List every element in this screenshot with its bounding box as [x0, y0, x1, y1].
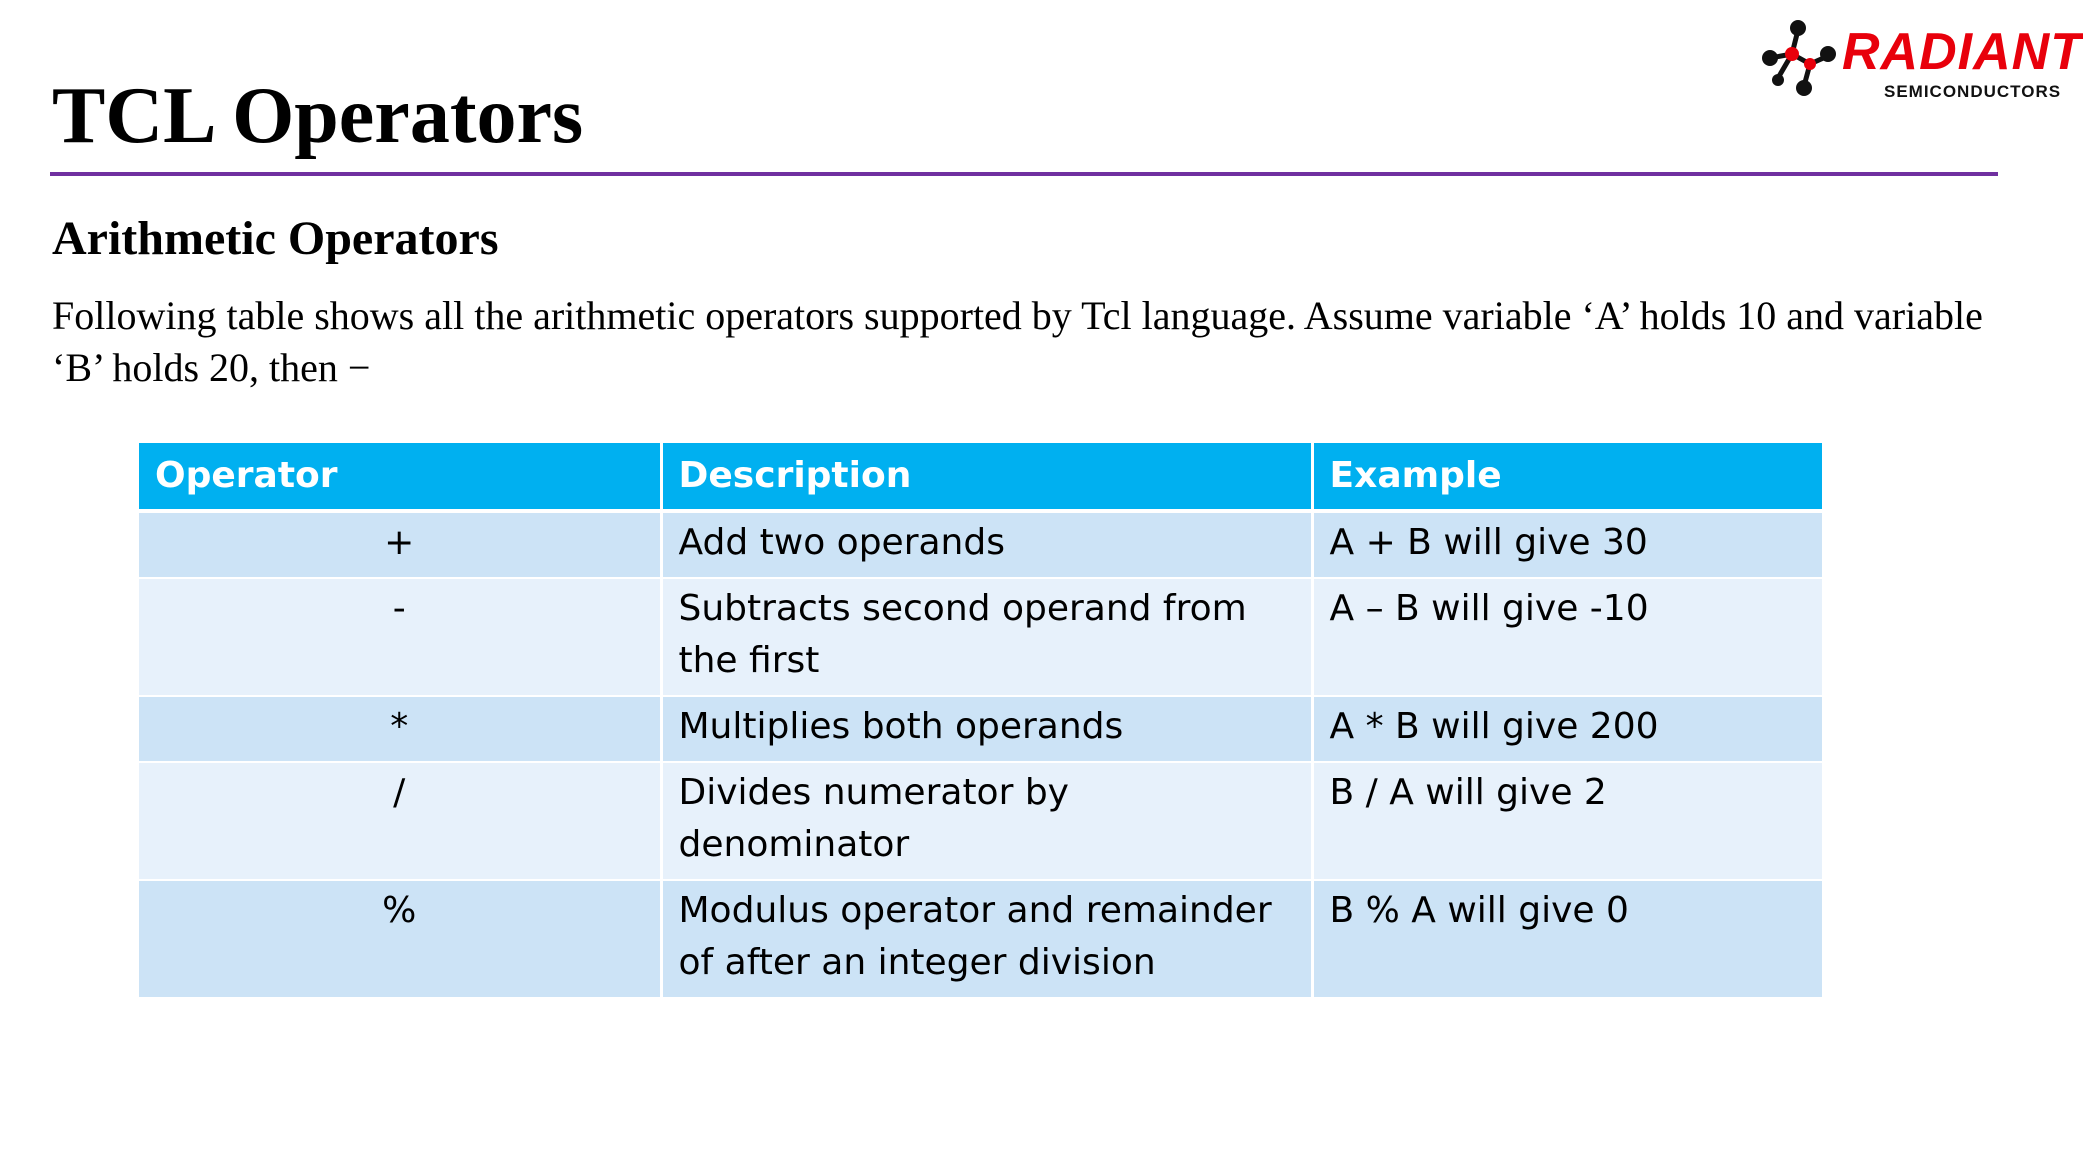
example-cell: A + B will give 30	[1312, 511, 1822, 578]
table-row	[139, 511, 1822, 578]
logo-wordmark: RADIANT	[1842, 23, 2083, 81]
title-divider	[50, 172, 1998, 176]
example-cell: A – B will give -10	[1312, 578, 1822, 696]
table-header-row	[139, 443, 1822, 511]
column-header-example: Example	[1312, 443, 1822, 511]
operator-cell: +	[139, 511, 661, 578]
description-cell: Modulus operator and remainder of after an integer division	[661, 880, 1312, 997]
column-header-description: Description	[661, 443, 1312, 511]
company-logo	[1758, 18, 2083, 114]
example-cell: A * B will give 200	[1312, 696, 1822, 762]
operator-cell: %	[139, 880, 661, 997]
intro-paragraph: Following table shows all the arithmetic operators supported by Tcl language. Assume variable ‘A’ holds 10 and variable ‘B’ holds 20, then −	[52, 293, 1983, 390]
section-heading: Arithmetic Operators	[52, 212, 499, 265]
operator-cell: /	[139, 762, 661, 880]
description-cell: Add two operands	[661, 511, 1312, 578]
molecule-icon	[1758, 18, 1844, 98]
column-header-operator: Operator	[139, 443, 661, 511]
description-cell: Divides numerator by denominator	[661, 762, 1312, 880]
example-cell: B % A will give 0	[1312, 880, 1822, 997]
example-cell: B / A will give 2	[1312, 762, 1822, 880]
slide-title: TCL Operators	[52, 72, 584, 160]
table-row	[139, 762, 1822, 880]
description-cell: Multiplies both operands	[661, 696, 1312, 762]
logo-tagline: SEMICONDUCTORS	[1884, 82, 2062, 101]
description-cell: Subtracts second operand from the first	[661, 578, 1312, 696]
table-row	[139, 578, 1822, 696]
operator-cell: *	[139, 696, 661, 762]
table-row	[139, 696, 1822, 762]
operator-cell: -	[139, 578, 661, 696]
arithmetic-operators-table	[139, 443, 1822, 997]
table-row	[139, 880, 1822, 997]
